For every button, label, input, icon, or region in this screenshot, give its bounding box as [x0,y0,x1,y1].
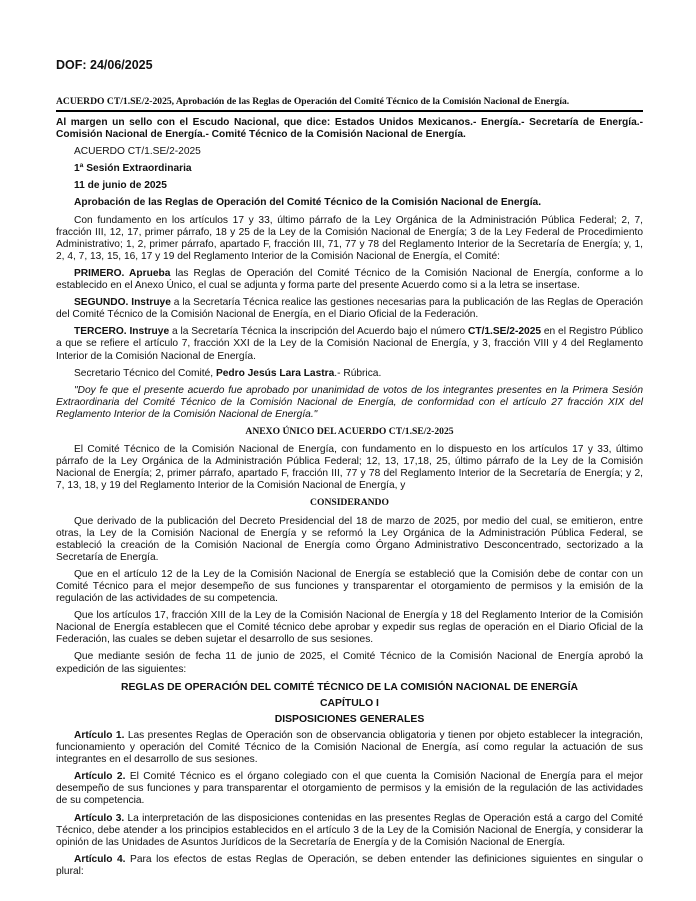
considerando-item: Que mediante sesión de fecha 11 de junio de 2025, el Comité Técnico de la Comisión Nacional de Energía aprobó la expedición de las siguientes: [56,651,643,675]
annex-intro: El Comité Técnico de la Comisión Nacional de Energía, con fundamento en lo dispuesto en los artículos 17 y 33, último párrafo de la Ley Orgánica de la Administración Pública Federal; 12, 13, 17,18, 25, último párrafo de la Ley de la Comisión Nacional de Energía; 2, primer párrafo, apartado F, fracción III, 77 y 78 del Reglamento Interior de la Secretaría de Energía; y 2, 7, 13, 18, y 19 del Reglamento Interior de la Comisión Nacional de Energía, y [56,444,643,492]
signature-line [56,368,643,380]
legal-basis: Con fundamento en los artículos 17 y 33, último párrafo de la Ley Orgánica de la Administración Pública Federal; 2, 7, fracción III, 12, 17, primer párrafo, 18 y 25 de la Ley de la Comisión Nacional de Energía; 3 de la Ley Federal de Procedimiento Administrativo; 1, 2, primer párrafo, apartado F, fracción III, 71, 77 y 78 del Reglamento Interior de la Secretaría de Energía; y, 1, 2, 4, 7, 13, 15, 16, 17 y 19 del Reglamento Interior de la Comisión Nacional de Energía, el Comité: [56,214,643,262]
annex-heading: ANEXO ÚNICO DEL ACUERDO CT/1.SE/2-2025 [245,425,454,437]
resolution-primero [56,268,643,292]
signer-name: Pedro Jesús Lara Lastra [215,367,335,379]
considerando-item: Que derivado de la publicación del Decreto Presidencial del 18 de marzo de 2025, por medio del cual, se emitieron, entre otras, la Ley de la Comisión Nacional de Energía y se reformó la Ley Orgánica de la Administración Pública Federal, se estableció la creación de la Comisión Nacional de Energía como Órgano Administrativo Desconcentrado, sectorizado a la Secretaría de Energía. [56,515,643,563]
considerando-item: Que los artículos 17, fracción XIII de la Ley de la Comisión Nacional de Energía y 18 del Reglamento Interior de la Comisión Nacional de Energía establecen que el Comité técnico debe aprobar y expedir sus reglas de operación en el Diario Oficial de la Federación, las cuales se deben sujetar el desarrollo de sus sesiones. [56,610,643,646]
article-label: Artículo 2. [74,771,126,783]
certification-note: "Doy fe que el presente acuerdo fue aprobado por unanimidad de votos de los integrantes presentes en la Primera Sesión Extraordinaria del Comité Técnico de la Comisión Nacional de Energía, de conformidad con el artículo 27 fracción XIX del Reglamento Interior de la Comisión Nacional de Energía." [56,384,643,420]
article-4 [56,854,643,878]
article-text: Para los efectos de estas Reglas de Operación, se deben entender las definiciones siguientes en singular o plural: [56,853,643,877]
article-3 [56,813,643,849]
article-label: Artículo 4. [74,853,126,865]
article-2 [56,771,643,807]
seal-note: Al margen un sello con el Escudo Nacional, que dice: Estados Unidos Mexicanos.- Energía.- Secretaría de Energía.- Comisión Nacional de Energía.- Comité Técnico de la Comisión Nacional de Energía. [56,117,643,141]
article-label: Artículo 3. [74,812,125,824]
resolution-segundo [56,297,643,321]
document-body [56,117,643,883]
agreement-subject: Aprobación de las Reglas de Operación del Comité Técnico de la Comisión Nacional de Energía. [74,197,542,209]
tercero-number: CT/1.SE/2-2025 [467,326,542,338]
article-label: Artículo 1. [74,729,125,741]
agreement-title: ACUERDO CT/1.SE/2-2025, Aprobación de las Reglas de Operación del Comité Técnico de la Comisión Nacional de Energía. [56,96,643,112]
article-text: La interpretación de las disposiciones contenidas en las presentes Reglas de Operación está a cargo del Comité Técnico, debe atender a los principios establecidos en el artículo 3 de la Ley de la Comisión Nacional de Energía, y considerar la opinión de las Unidades de Asuntos Jurídicos de la Secretaría de Energía y de la Comisión Nacional de Energía. [56,812,643,848]
chapter-title: DISPOSICIONES GENERALES [274,713,425,725]
article-1 [56,730,643,766]
signer-suffix: .- Rúbrica. [334,367,382,379]
article-text: El Comité Técnico es el órgano colegiado con el que cuenta la Comisión Nacional de Energía para el mejor desempeño de sus funciones y para transparentar el otorgamiento de permisos y la emisión de la regulación de las actividades de su competencia. [56,771,643,807]
signer-prefix: Secretario Técnico del Comité, [74,367,216,379]
rules-heading: REGLAS DE OPERACIÓN DEL COMITÉ TÉCNICO DE LA COMISIÓN NACIONAL DE ENERGÍA [120,681,579,693]
tercero-text-1: a la Secretaría Técnica la inscripción del Acuerdo bajo el número [169,326,468,338]
considerando-heading: CONSIDERANDO [310,497,389,509]
session-date: 11 de junio de 2025 [74,180,167,192]
primero-label: PRIMERO. Aprueba [74,267,171,279]
agreement-id: ACUERDO CT/1.SE/2-2025 [74,146,201,158]
considerando-item: Que en el artículo 12 de la Ley de la Comisión Nacional de Energía se estableció que la Comisión debe de contar con un Comité Técnico para el mejor desempeño de sus funciones y transparentar el otorgamiento de permisos y la emisión de la regulación de las actividades de su competencia. [56,568,643,605]
primero-text: las Reglas de Operación del Comité Técnico de la Comisión Nacional de Energía, conforme a lo establecido en el Anexo Único, el cual se adjunta y forma parte del presente Acuerdo como si a la letra se insertase. [56,267,643,292]
article-text: Las presentes Reglas de Operación son de observancia obligatoria y tienen por objeto establecer la integración, funcionamiento y operación del Comité Técnico de la Comisión Nacional de Energía, así como regular la actuación de sus integrantes en el desarrollo de sus sesiones. [56,729,643,766]
segundo-label: SEGUNDO. Instruye [74,297,171,309]
tercero-label: TERCERO. Instruye [74,326,170,338]
chapter-number: CAPÍTULO I [320,697,379,709]
dof-date: DOF: 24/06/2025 [56,58,153,72]
resolution-tercero [56,326,643,362]
tercero-text-2: en el Registro Público a que se refiere el artículo 7, fracción XXI de la Ley de la Comisión Nacional de Energía, y 3, fracción VIII y 4 del Reglamento Interior de la Comisión Nacional de Energía. [56,326,643,362]
segundo-text: a la Secretaría Técnica realice las gestiones necesarias para la publicación de las Reglas de Operación del Comité Técnico de la Comisión Nacional de Energía, en el Diario Oficial de la Federación. [56,297,643,321]
session-label: 1ª Sesión Extraordinaria [74,163,192,175]
